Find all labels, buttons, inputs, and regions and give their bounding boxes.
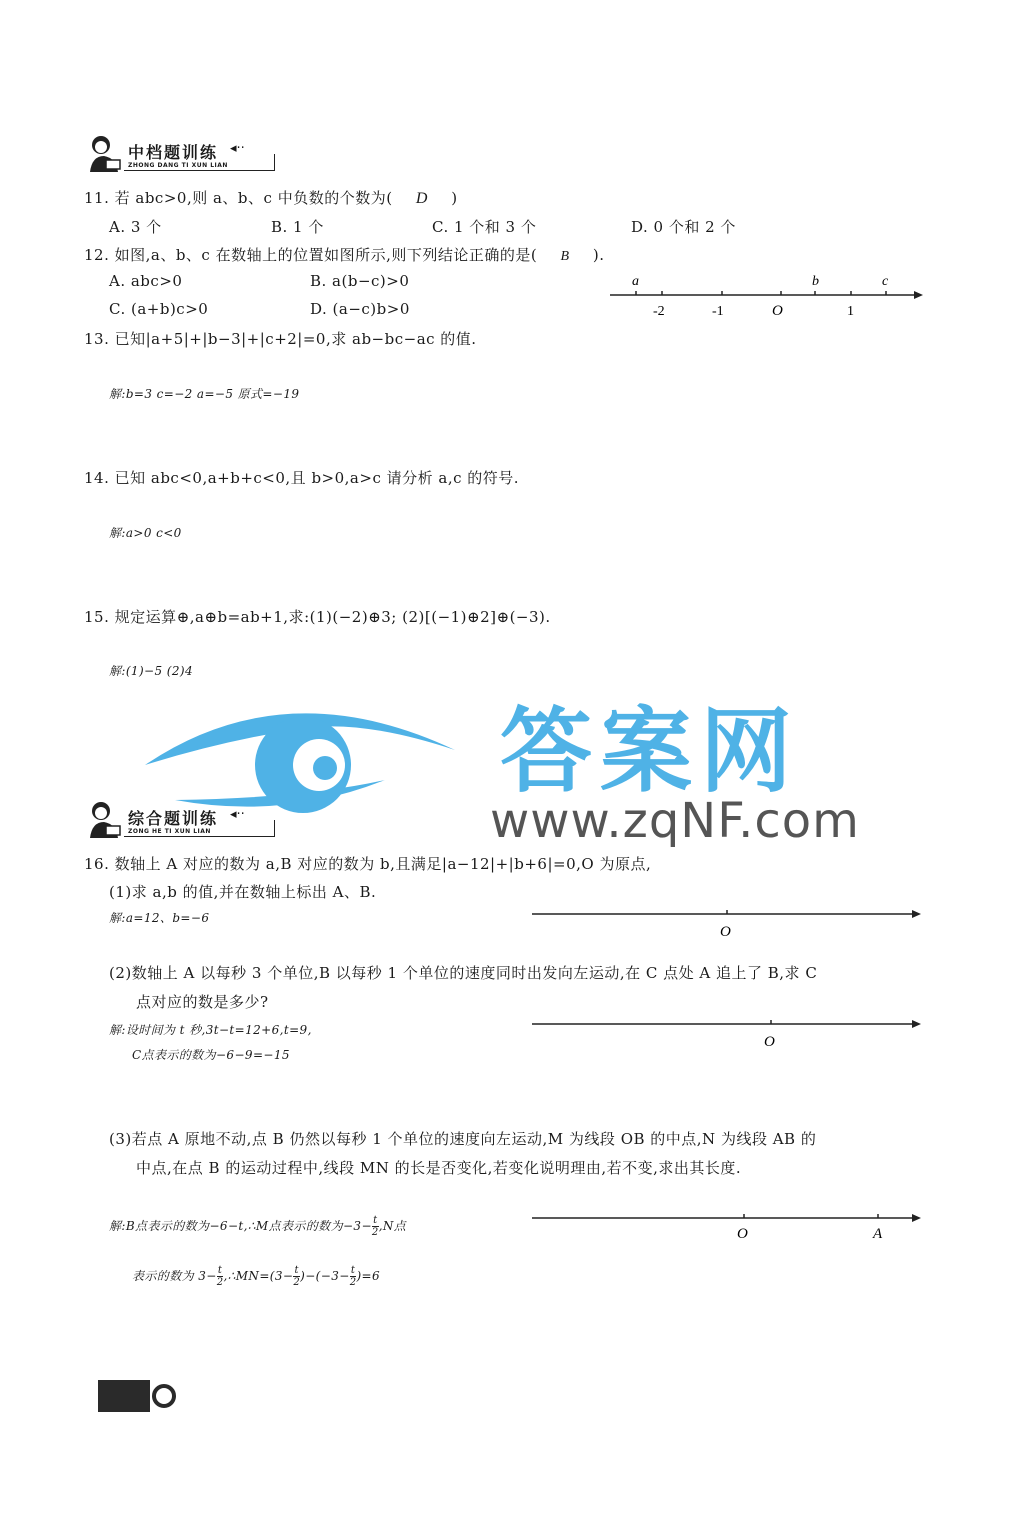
tick-label: O [772, 303, 783, 319]
page-number-block [98, 1380, 150, 1412]
section-title: 中档题训练 [128, 143, 219, 162]
question-16: 16. 数轴上 A 对应的数为 a,B 对应的数为 b,且满足|a−12|+|b+6|=0,O 为原点, [84, 855, 652, 873]
arrow-dots-icon: ◂·· [230, 807, 245, 822]
question-13: 13. 已知|a+5|+|b−3|+|c+2|=0,求 ab−bc−ac 的值. [84, 330, 477, 348]
axis-arrow-icon [912, 1020, 921, 1028]
handwritten-answer: D [415, 190, 428, 207]
tick-label: -1 [712, 304, 724, 319]
solution-text: 解:B点表示的数为−6−t,∴M点表示的数为−3− [109, 1219, 372, 1233]
point-label-c: c [882, 274, 889, 289]
question-16-part-1: (1)求 a,b 的值,并在数轴上标出 A、B. [109, 883, 377, 901]
question-close: ) [451, 189, 458, 207]
number-line-16-2 [528, 1008, 928, 1048]
student-mascot-icon [84, 132, 124, 174]
option-b: B. 1 个 [271, 218, 324, 236]
solution-13: 解:b=3 c=−2 a=−5 原式=−19 [109, 387, 300, 401]
section-title: 综合题训练 [128, 809, 219, 828]
question-stem: 12. 如图,a、b、c 在数轴上的位置如图所示,则下列结论正确的是( [84, 246, 538, 264]
point-label-b: b [812, 274, 819, 289]
section-header-comprehensive [84, 798, 280, 842]
watermark-text: 答案网 [500, 698, 801, 805]
header-bracket [274, 154, 275, 171]
solution-14: 解:a>0 c<0 [109, 526, 182, 540]
question-stem: 11. 若 abc>0,则 a、b、c 中负数的个数为( [84, 189, 393, 207]
fraction-denominator: 2 [216, 1277, 224, 1288]
axis-arrow-icon [912, 1214, 921, 1222]
point-label-a: a [632, 274, 639, 289]
origin-label: O [720, 924, 731, 938]
option-a: A. 3 个 [109, 218, 162, 236]
header-underline [124, 836, 274, 837]
header-underline [124, 170, 274, 171]
section-header-medium [84, 132, 280, 176]
option-d: D. 0 个和 2 个 [631, 218, 736, 236]
solution-text: ,∴MN=(3− [223, 1269, 294, 1283]
solution-16-part-3-line-2 [132, 1265, 380, 1288]
option-d: D. (a−c)b>0 [310, 300, 410, 318]
fraction-numerator: t [350, 1265, 356, 1276]
solution-text: ,N点 [378, 1219, 407, 1233]
solution-16-part-2-line-1: 解:设时间为 t 秒,3t−t=12+6,t=9, [109, 1023, 312, 1037]
arrow-dots-icon: ◂·· [230, 141, 245, 156]
question-15: 15. 规定运算⊕,a⊕b=ab+1,求:(1)(−2)⊕3; (2)[(−1)⊕2]⊕(−3). [84, 608, 551, 626]
question-14: 14. 已知 abc<0,a+b+c<0,且 b>0,a>c 请分析 a,c 的符号. [84, 469, 520, 487]
question-16-part-3-line-1: (3)若点 A 原地不动,点 B 仍然以每秒 1 个单位的速度向左运动,M 为线段 OB 的中点,N 为线段 AB 的 [109, 1130, 817, 1148]
solution-15: 解:(1)−5 (2)4 [109, 664, 193, 678]
fraction-numerator: t [217, 1265, 223, 1276]
option-b: B. a(b−c)>0 [310, 272, 410, 290]
number-line-16-3 [528, 1202, 928, 1242]
option-c: C. (a+b)c>0 [109, 300, 209, 318]
axis-arrow-icon [912, 910, 921, 918]
point-label-a: A [873, 1226, 883, 1242]
fraction [372, 1215, 379, 1238]
question-11 [84, 187, 458, 208]
section-subtitle: ZONG HE TI XUN LIAN [128, 828, 211, 835]
fraction-numerator: t [294, 1265, 299, 1276]
axis-arrow-icon [914, 291, 923, 299]
fraction-numerator: t [373, 1215, 378, 1226]
fraction-denominator: 2 [293, 1277, 301, 1288]
option-a: A. abc>0 [109, 272, 183, 290]
question-close: ). [592, 246, 605, 264]
question-16-part-2-line-1: (2)数轴上 A 以每秒 3 个单位,B 以每秒 1 个单位的速度同时出发向左运动,在 C 点处 A 追上了 B,求 C [109, 964, 818, 982]
solution-16-part-3-line-1 [109, 1215, 406, 1238]
question-16-part-3-line-2: 中点,在点 B 的运动过程中,线段 MN 的长是否变化,若变化说明理由,若不变,求出其长度. [136, 1159, 742, 1177]
solution-text: )−(−3− [300, 1269, 350, 1283]
watermark-url: www.zqNF.com [490, 793, 860, 849]
option-c: C. 1 个和 3 个 [432, 218, 537, 236]
fraction-denominator: 2 [349, 1277, 357, 1288]
tick-label: 1 [847, 304, 854, 319]
solution-16-part-2-line-2: C点表示的数为−6−9=−15 [132, 1048, 290, 1062]
fraction-denominator: 2 [371, 1227, 379, 1238]
section-subtitle: ZHONG DANG TI XUN LIAN [128, 162, 228, 169]
number-line-q12 [605, 270, 925, 320]
student-mascot-icon [84, 798, 124, 840]
solution-16-part-1: 解:a=12、b=−6 [109, 911, 210, 925]
origin-label: O [764, 1034, 775, 1048]
handwritten-answer: B [560, 249, 570, 264]
solution-text: )=6 [356, 1269, 381, 1283]
header-bracket [274, 820, 275, 837]
solution-text: 表示的数为 3− [132, 1269, 217, 1283]
question-12 [84, 244, 604, 265]
origin-label: O [737, 1226, 748, 1242]
page-number-circle-icon [152, 1384, 176, 1408]
number-line-16-1 [528, 898, 928, 938]
question-16-part-2-line-2: 点对应的数是多少? [136, 993, 269, 1011]
tick-label: -2 [653, 304, 665, 319]
